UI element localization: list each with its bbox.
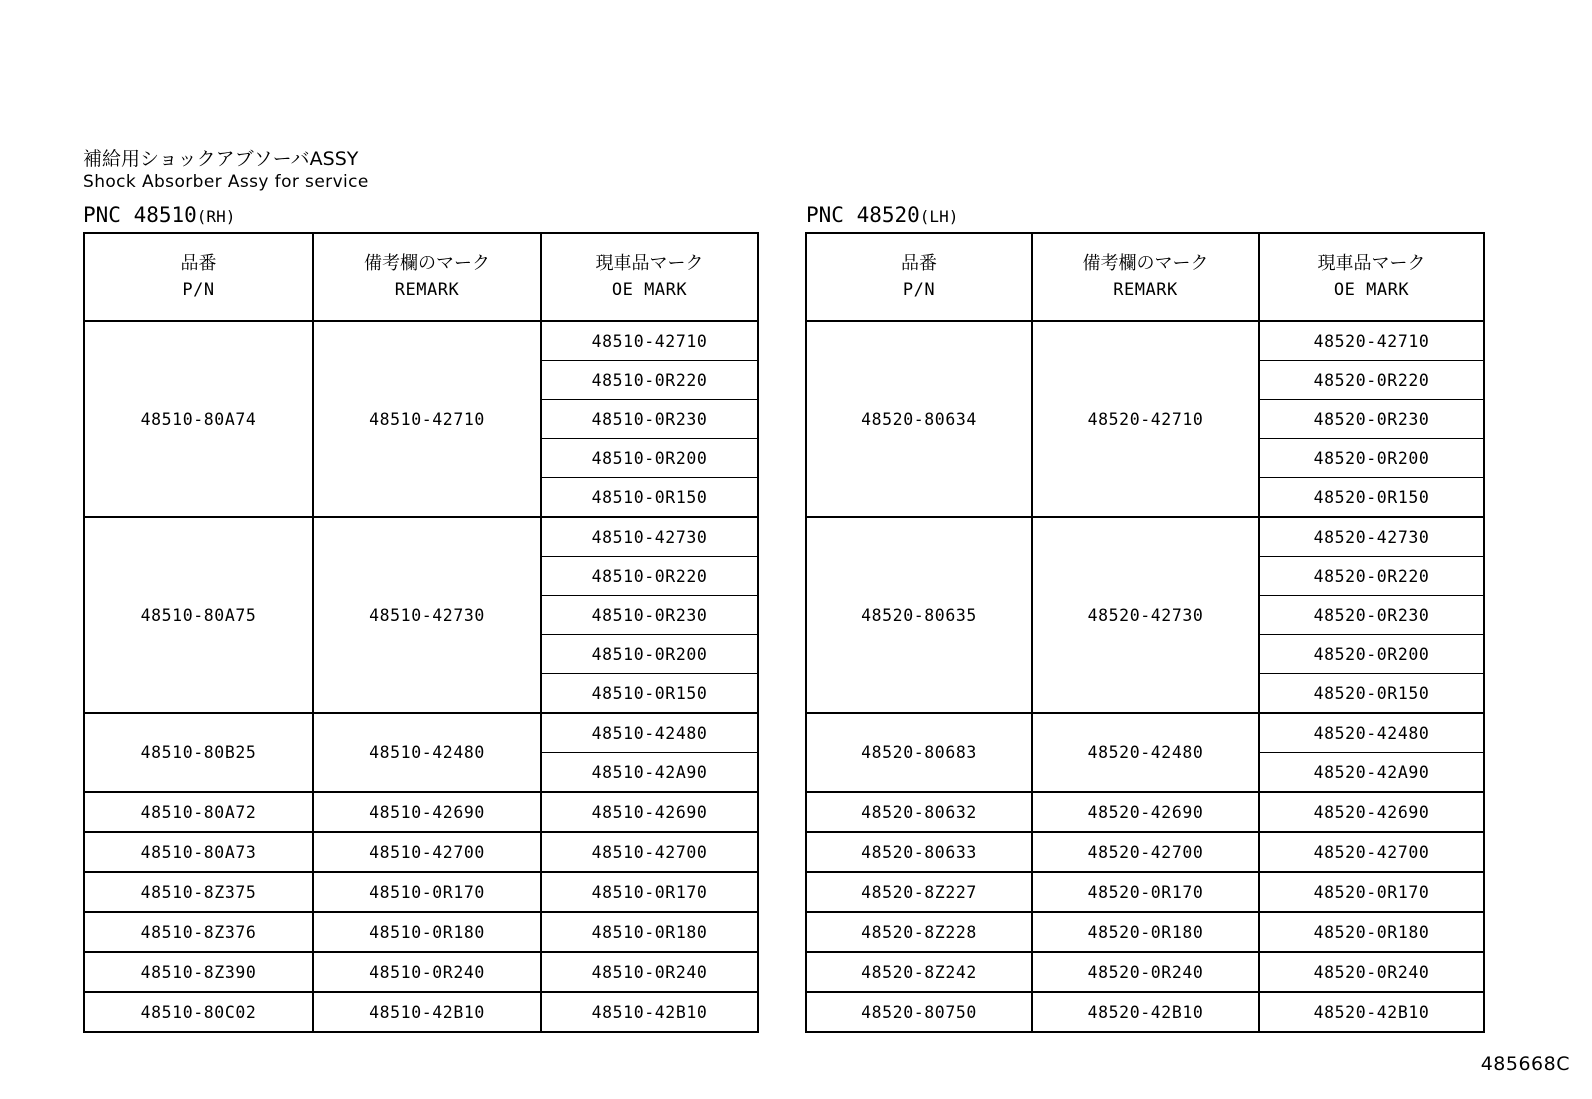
pnc-caption-right	[806, 203, 958, 229]
cell-remark: 48520-42700	[1032, 832, 1259, 872]
cell-oe-mark: 48520-42700	[1259, 832, 1484, 872]
pnc-side-right: (LH)	[919, 207, 959, 226]
cell-part-number: 48510-80A74	[84, 321, 313, 517]
cell-oe-mark: 48510-0R220	[541, 557, 758, 596]
cell-remark: 48510-0R240	[313, 952, 541, 992]
cell-oe-mark: 48520-0R170	[1259, 872, 1484, 912]
cell-part-number: 48510-8Z375	[84, 872, 313, 912]
cell-remark: 48520-0R170	[1032, 872, 1259, 912]
column-header-oe-jp: 現車品マーク	[595, 253, 704, 274]
cell-part-number: 48520-80632	[806, 792, 1032, 832]
column-header-pn-jp: 品番	[901, 253, 937, 274]
parts-table-lh	[805, 232, 1485, 1033]
cell-part-number: 48510-80C02	[84, 992, 313, 1032]
pnc-label-left: PNC 48510	[83, 203, 197, 227]
table-header-row	[84, 233, 758, 321]
cell-oe-mark: 48520-0R150	[1259, 478, 1484, 518]
cell-part-number: 48510-80A73	[84, 832, 313, 872]
parts-table-rh	[83, 232, 759, 1033]
cell-oe-mark: 48510-0R150	[541, 674, 758, 714]
cell-oe-mark: 48520-0R230	[1259, 596, 1484, 635]
cell-oe-mark: 48520-0R150	[1259, 674, 1484, 714]
cell-oe-mark: 48520-0R200	[1259, 635, 1484, 674]
table-row	[806, 321, 1484, 361]
cell-oe-mark: 48510-0R200	[541, 439, 758, 478]
pnc-caption-left	[83, 203, 235, 229]
table-row	[84, 832, 758, 872]
cell-oe-mark: 48510-42480	[541, 713, 758, 753]
cell-part-number: 48520-80750	[806, 992, 1032, 1032]
cell-oe-mark: 48520-42480	[1259, 713, 1484, 753]
cell-remark: 48510-0R170	[313, 872, 541, 912]
table-row	[806, 832, 1484, 872]
table-row	[84, 992, 758, 1032]
column-header-pn-en: P/N	[182, 280, 215, 300]
cell-remark: 48520-0R180	[1032, 912, 1259, 952]
cell-part-number: 48520-80634	[806, 321, 1032, 517]
column-header-oe	[541, 233, 758, 321]
column-header-remark-jp: 備考欄のマーク	[364, 253, 490, 274]
cell-oe-mark: 48510-0R150	[541, 478, 758, 518]
column-header-remark	[313, 233, 541, 321]
cell-oe-mark: 48520-42690	[1259, 792, 1484, 832]
cell-oe-mark: 48520-0R180	[1259, 912, 1484, 952]
table-body-lh	[806, 321, 1484, 1032]
table-row	[84, 517, 758, 557]
cell-oe-mark: 48510-0R200	[541, 635, 758, 674]
cell-part-number: 48510-80A75	[84, 517, 313, 713]
cell-oe-mark: 48510-0R180	[541, 912, 758, 952]
table-row	[806, 952, 1484, 992]
footer-drawing-code: 485668C	[1480, 1053, 1570, 1075]
column-header-oe-jp: 現車品マーク	[1317, 253, 1426, 274]
cell-part-number: 48520-80635	[806, 517, 1032, 713]
cell-remark: 48510-42690	[313, 792, 541, 832]
table-row	[806, 792, 1484, 832]
table-row	[806, 517, 1484, 557]
column-header-remark	[1032, 233, 1259, 321]
cell-remark: 48520-0R240	[1032, 952, 1259, 992]
cell-oe-mark: 48520-0R220	[1259, 557, 1484, 596]
cell-remark: 48520-42730	[1032, 517, 1259, 713]
column-header-pn	[806, 233, 1032, 321]
pnc-label-right: PNC 48520	[806, 203, 920, 227]
cell-part-number: 48510-80A72	[84, 792, 313, 832]
cell-oe-mark: 48510-0R170	[541, 872, 758, 912]
cell-oe-mark: 48510-42730	[541, 517, 758, 557]
cell-remark: 48520-42B10	[1032, 992, 1259, 1032]
cell-remark: 48510-42B10	[313, 992, 541, 1032]
document-title-english: Shock Absorber Assy for service	[83, 172, 369, 192]
table-header-row	[806, 233, 1484, 321]
column-header-remark-en: REMARK	[1113, 280, 1178, 300]
cell-remark: 48520-42480	[1032, 713, 1259, 792]
cell-oe-mark: 48510-0R230	[541, 400, 758, 439]
cell-oe-mark: 48510-42700	[541, 832, 758, 872]
table-header-lh	[806, 233, 1484, 321]
table-row	[806, 713, 1484, 753]
cell-oe-mark: 48520-0R230	[1259, 400, 1484, 439]
column-header-pn-jp: 品番	[180, 253, 217, 274]
cell-part-number: 48520-8Z227	[806, 872, 1032, 912]
cell-oe-mark: 48520-0R240	[1259, 952, 1484, 992]
cell-oe-mark: 48510-42690	[541, 792, 758, 832]
cell-remark: 48510-42710	[313, 321, 541, 517]
cell-oe-mark: 48520-42A90	[1259, 753, 1484, 793]
table-row	[84, 912, 758, 952]
cell-remark: 48520-42710	[1032, 321, 1259, 517]
cell-oe-mark: 48510-42B10	[541, 992, 758, 1032]
cell-oe-mark: 48510-42A90	[541, 753, 758, 793]
cell-part-number: 48510-8Z390	[84, 952, 313, 992]
cell-oe-mark: 48520-0R200	[1259, 439, 1484, 478]
cell-remark: 48520-42690	[1032, 792, 1259, 832]
table-row	[84, 872, 758, 912]
cell-oe-mark: 48520-42710	[1259, 321, 1484, 361]
table-row	[806, 872, 1484, 912]
table-row	[84, 792, 758, 832]
table-row	[84, 713, 758, 753]
cell-part-number: 48520-8Z242	[806, 952, 1032, 992]
table-row	[84, 321, 758, 361]
column-header-remark-en: REMARK	[394, 280, 460, 300]
cell-remark: 48510-42480	[313, 713, 541, 792]
table-header-rh	[84, 233, 758, 321]
cell-part-number: 48520-80633	[806, 832, 1032, 872]
cell-part-number: 48520-8Z228	[806, 912, 1032, 952]
column-header-oe-en: OE MARK	[611, 280, 688, 300]
cell-oe-mark: 48510-0R240	[541, 952, 758, 992]
cell-remark: 48510-42730	[313, 517, 541, 713]
cell-oe-mark: 48510-0R220	[541, 361, 758, 400]
column-header-pn	[84, 233, 313, 321]
table-row	[84, 952, 758, 992]
table-row	[806, 912, 1484, 952]
column-header-pn-en: P/N	[902, 280, 936, 300]
column-header-oe-en: OE MARK	[1333, 280, 1410, 300]
table-row	[806, 992, 1484, 1032]
cell-part-number: 48520-80683	[806, 713, 1032, 792]
cell-oe-mark: 48520-42730	[1259, 517, 1484, 557]
cell-remark: 48510-42700	[313, 832, 541, 872]
table-body-rh	[84, 321, 758, 1032]
pnc-side-left: (RH)	[196, 207, 236, 226]
document-title-japanese: 補給用ショックアブソーバASSY	[83, 148, 359, 170]
cell-oe-mark: 48510-0R230	[541, 596, 758, 635]
cell-remark: 48510-0R180	[313, 912, 541, 952]
cell-part-number: 48510-8Z376	[84, 912, 313, 952]
cell-oe-mark: 48510-42710	[541, 321, 758, 361]
cell-part-number: 48510-80B25	[84, 713, 313, 792]
document-title-block	[83, 147, 369, 194]
cell-oe-mark: 48520-0R220	[1259, 361, 1484, 400]
cell-oe-mark: 48520-42B10	[1259, 992, 1484, 1032]
column-header-oe	[1259, 233, 1484, 321]
column-header-remark-jp: 備考欄のマーク	[1082, 253, 1209, 274]
